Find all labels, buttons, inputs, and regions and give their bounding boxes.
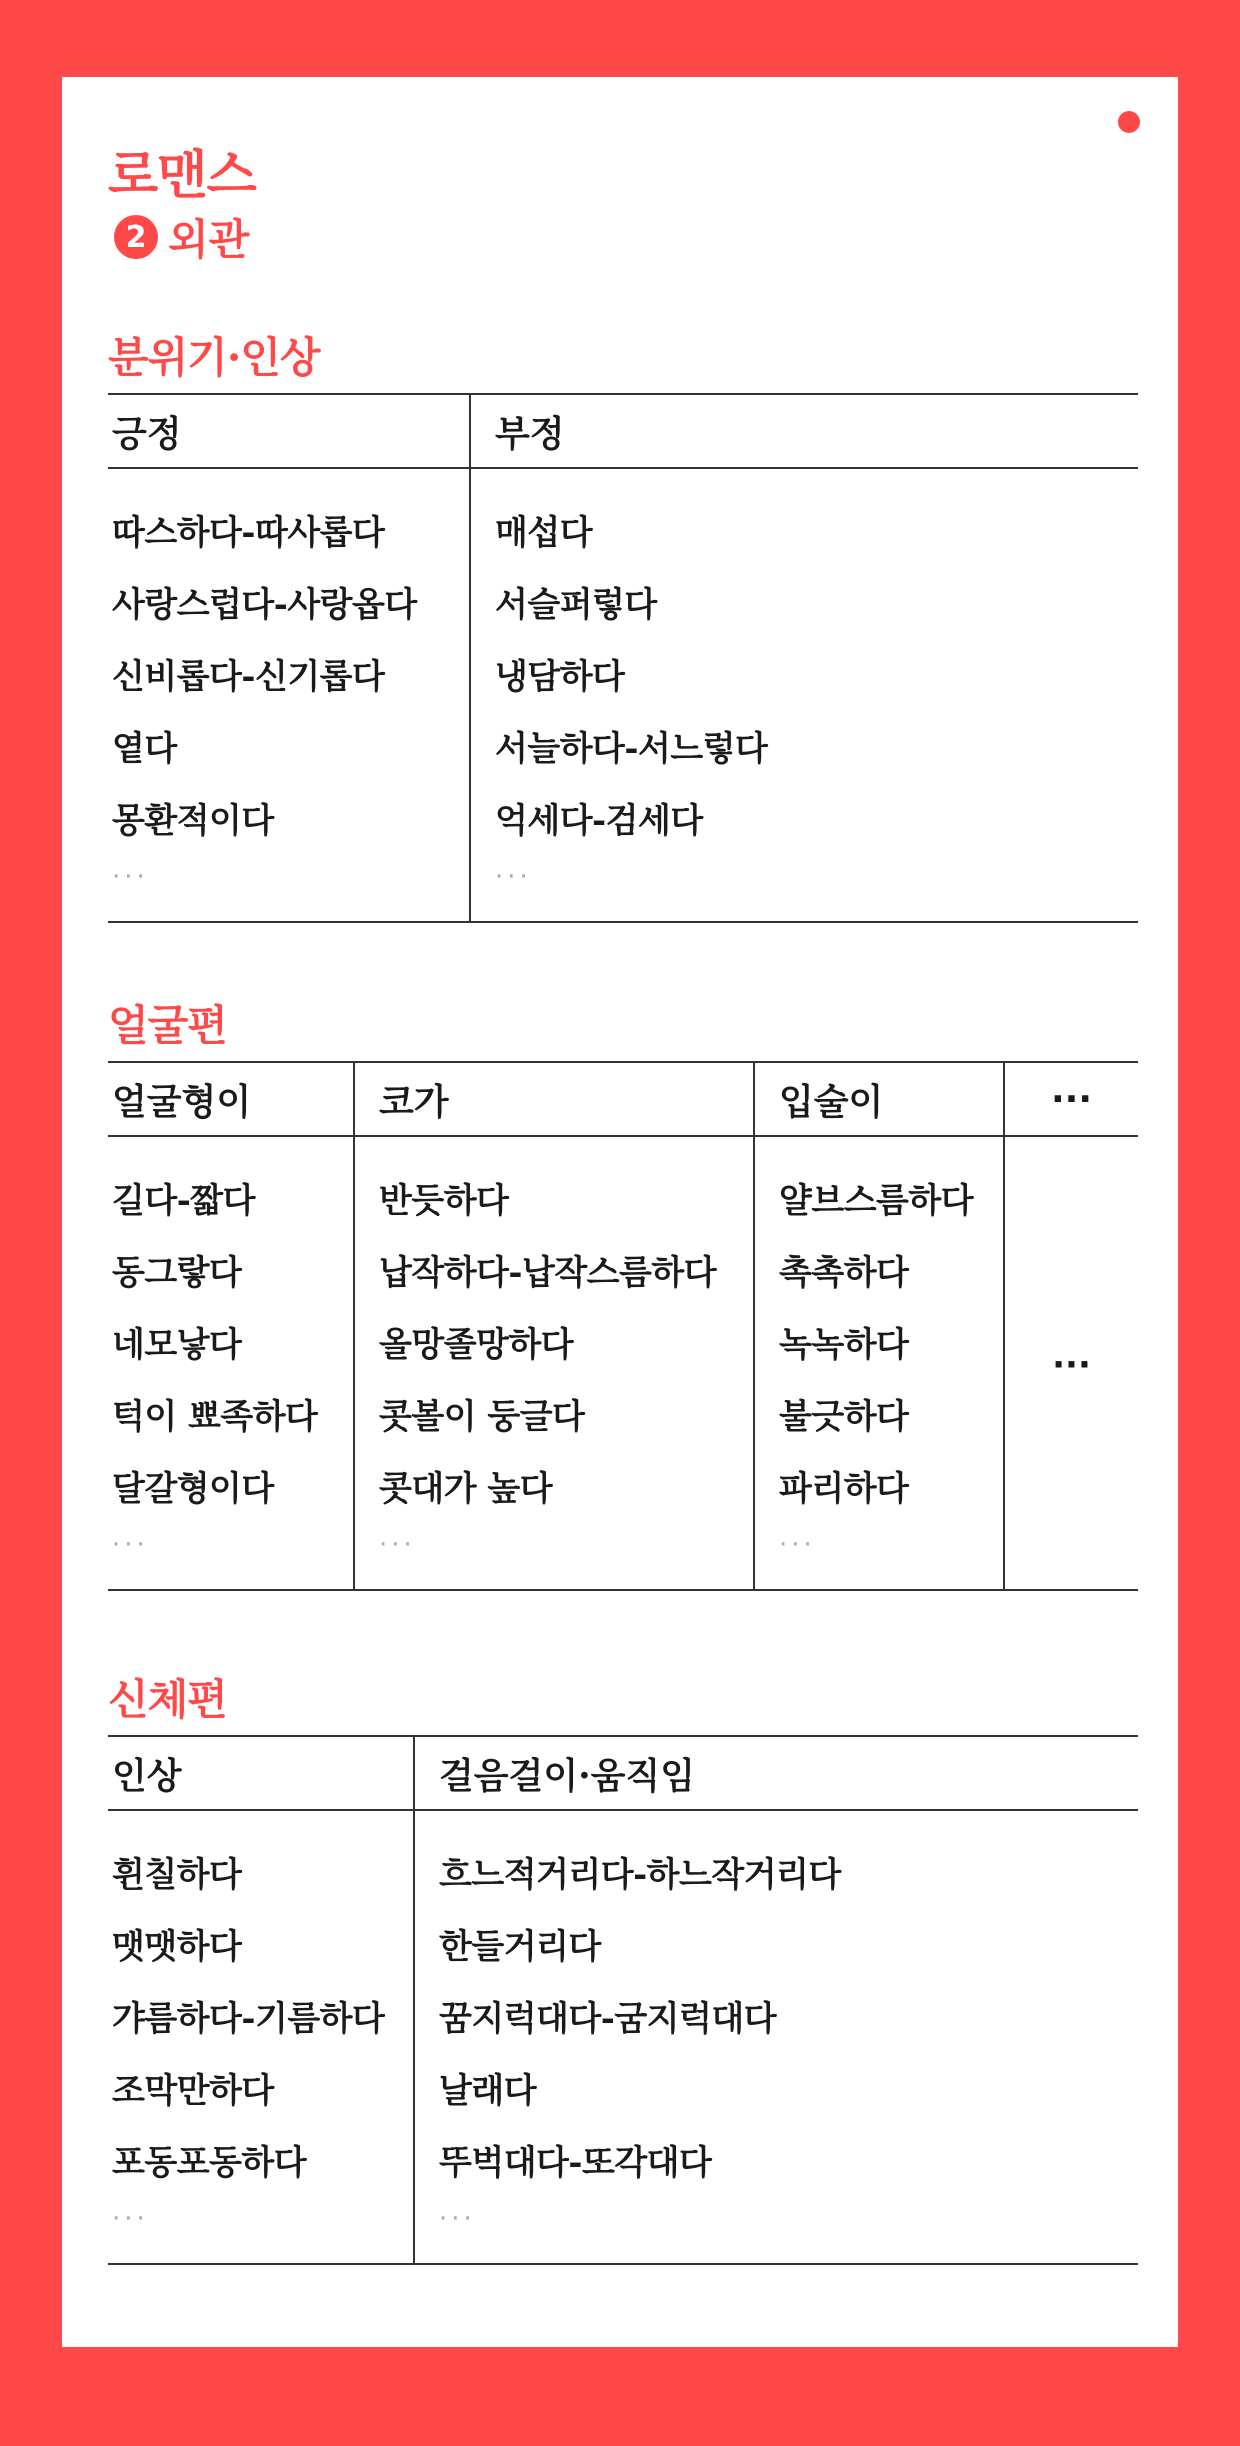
word-list (354, 1136, 754, 1590)
word-item: 꿈지럭대다-굼지럭대다 (439, 1999, 777, 2039)
word-item: 한들거리다 (439, 1927, 601, 1967)
section-title: 얼굴편 (108, 1001, 227, 1050)
more-indicator: ··· (439, 2204, 476, 2234)
word-item: 휜칠하다 (112, 1855, 242, 1895)
word-list (108, 468, 470, 922)
word-list (754, 1136, 1004, 1590)
more-indicator: ··· (112, 2204, 149, 2234)
word-item: 파리하다 (779, 1469, 909, 1509)
section-title: 신체편 (108, 1675, 227, 1724)
word-list (108, 1136, 354, 1590)
word-item: 매섭다 (495, 513, 593, 553)
word-item: 길다-짧다 (112, 1181, 255, 1221)
word-table (108, 1061, 1138, 1591)
column-header: 코가 (354, 1062, 754, 1136)
word-item: 올망졸망하다 (379, 1325, 574, 1365)
word-item: 맷맷하다 (112, 1927, 242, 1967)
word-item: 날래다 (439, 2071, 537, 2111)
word-item: 포동포동하다 (112, 2143, 307, 2183)
word-item: 네모낳다 (112, 1325, 242, 1365)
word-item: 사랑스럽다-사랑옵다 (112, 585, 417, 625)
content-card (62, 77, 1178, 2347)
word-item: 냉담하다 (495, 657, 625, 697)
word-list (108, 1810, 414, 2264)
word-item: 촉촉하다 (779, 1253, 909, 1293)
word-item: 따스하다-따사롭다 (112, 513, 385, 553)
page-subtitle (114, 207, 249, 267)
word-item: 납작하다-납작스름하다 (379, 1253, 717, 1293)
more-column-header: ··· (1004, 1062, 1138, 1136)
word-item: 콧대가 높다 (379, 1469, 553, 1509)
column-header: 입술이 (754, 1062, 1004, 1136)
word-item: 갸름하다-기름하다 (112, 1999, 385, 2039)
column-header: 걸음걸이·움직임 (414, 1736, 1138, 1810)
word-item: 조막만하다 (112, 2071, 274, 2111)
word-item: 콧볼이 둥글다 (379, 1397, 585, 1437)
column-header: 부정 (470, 394, 1138, 468)
section-body (108, 1665, 1138, 2265)
word-item: 흐느적거리다-하느작거리다 (439, 1855, 841, 1895)
section-face (108, 991, 1138, 1591)
more-indicator: ··· (495, 862, 532, 892)
word-list (470, 468, 1138, 922)
word-item: 턱이 뾰족하다 (112, 1397, 318, 1437)
word-item: 불긋하다 (779, 1397, 909, 1437)
word-item: 옅다 (112, 729, 177, 769)
word-item: 신비롭다-신기롭다 (112, 657, 385, 697)
word-list (414, 1810, 1138, 2264)
more-indicator: ··· (112, 862, 149, 892)
word-item: 억세다-검세다 (495, 801, 703, 841)
word-table (108, 1735, 1138, 2265)
word-item: 반듯하다 (379, 1181, 509, 1221)
number-badge: 2 (114, 215, 158, 259)
word-item: 동그랗다 (112, 1253, 242, 1293)
page-title: 로맨스 (108, 145, 256, 206)
word-item: 서슬퍼렇다 (495, 585, 657, 625)
word-item: 뚜벅대다-또각대다 (439, 2143, 712, 2183)
word-item: 서늘하다-서느렇다 (495, 729, 768, 769)
column-header: 긍정 (108, 394, 470, 468)
word-table (108, 393, 1138, 923)
column-header: 인상 (108, 1736, 414, 1810)
more-indicator: ··· (112, 1530, 149, 1560)
accent-dot (1118, 111, 1140, 133)
more-column-cell: ··· (1004, 1136, 1138, 1590)
word-item: 녹녹하다 (779, 1325, 909, 1365)
column-header: 얼굴형이 (108, 1062, 354, 1136)
subtitle-text: 외관 (168, 215, 250, 264)
section-title: 분위기·인상 (108, 333, 320, 382)
more-indicator: ··· (779, 1530, 816, 1560)
word-item: 얄브스름하다 (779, 1181, 974, 1221)
more-indicator: ··· (379, 1530, 416, 1560)
section-atmosphere (108, 323, 1138, 923)
word-item: 몽환적이다 (112, 801, 274, 841)
word-item: 달갈형이다 (112, 1469, 274, 1509)
